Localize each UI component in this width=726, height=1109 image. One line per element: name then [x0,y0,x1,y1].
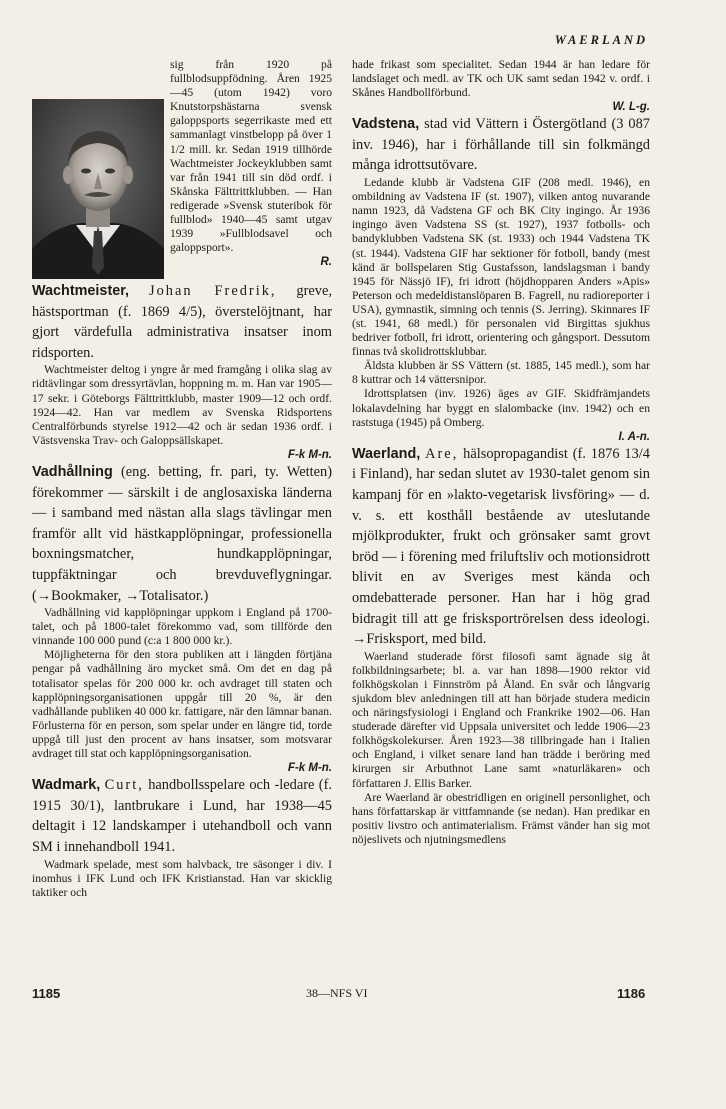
entry-lead: stad vid Vättern i Östergötland (3 087 inv. 1946), har i förhållande till sin folkmängd många idrottsutövare. [352,116,650,174]
right-column [352,58,650,847]
entry-vadstena [352,114,650,176]
entry-lead: hälsopropagandist (f. 1876 13/4 i Finland), har sedan slutet av 1930-talet genom sin kampanj för en »lakto-vegetarisk livsföring» — d. v. s. ett kosthåll bestående av uteslutande mjölkprodukter, frukt och grönsaker samt grovt bröd — i förening med friluftsliv och motionsidrott blivit en av Sveriges mest kända och omdebatterade personer. Han har i hög grad bidragit till att ge frisksportrörelsen dess ideologi. →Frisksport, med bild. [352,445,650,648]
entry-lead: greve, hästsportman (f. 1869 4/5), överstelöjtnant, har gjort värdefulla administrativa insatser inom ridsporten. [32,283,332,361]
entry-waerland [352,444,650,650]
intro-signature: R. [320,256,332,269]
entry-detail: Wadmark spelade, mest som halvback, tre säsonger i div. I inomhus i IFK Lund och IFK Kristianstad. Han var skicklig taktiker och [32,857,332,899]
wachtmeister-previous-entry-text: sig från 1920 på fullblodsuppfödning. Åren 1925 —45 (utom 1942) voro Knutstorpshästarna svensk galoppsports segerrikaste med ett sammanlagt vinstbelopp på över 1 1/2 mill. kr. Sedan 1919 tillhörde Wachtmeister Jockeyklubben samt var från 1941 till sin död ordf. i Skånska Fälttrittklubben. — Han redigerade »Svensk stuteribok för fullblod» 1940—45 samt utgav 1939 »Fullblodsavel och galoppsport». [170,58,332,255]
entry-signature: W. L-g. [612,101,650,114]
headword: Vadhållning [32,463,113,480]
portrait-image [32,99,164,279]
entry-lead: (eng. betting, fr. pari, ty. Wetten) förekommer — särskilt i de anglosaxiska länderna — i samband med nästan alla slags tävlingar men framför allt vid hästkapplöpningar, professionella boxningsmatcher, hundkapplöpningar, tuppfäktningar och brevduveflygningar. (→Bookmaker, →Totalisator.) [32,463,332,604]
right-page-number: 1186 [617,986,646,1001]
printer-signature: 38—NFS VI [306,986,368,1000]
headword: Waerland, [352,445,421,462]
entry-detail: Wachtmeister deltog i yngre år med framgång i olika slag av ridtävlingar som dressyrtävlan, hoppning m. m. Han var 1905—17 sekr. i Göteborgs Fälttrittklubb, master 1909—12 och ordf. 1924—42. Han var medlem av Svenska Ridsportens Centralförbunds styrelse 1912—42 och är sedan 1936 ordf. i Västsvenska Trav- och Galoppsällskapet. [32,363,332,447]
entry-detail: Waerland studerade först filosofi samt ägnade sig åt folkbildningsarbete; bl. a. var han 1898—1900 rektor vid folkhögskolan i Finnström på Åland. En svår och långvarig sjukdom blev anledningen till att han började studera medicin och näringsfysiologi i England och Frankrike 1902—06. Han studerade därefter vid Uppsala universitet och ledde 1906—23 folkhögskolekurser. Åren 1923—38 tillbringade han i Italien och England, i vilket senare land han trädde i beröring med kirurgen sir Arbuthnot Lane samt »naturläkaren» och författaren J. Ellis Barker. [352,649,650,790]
headword: Wadmark, [32,777,101,794]
headword: Wachtmeister, [32,283,130,299]
entry-detail: Vadhållning vid kapplöpningar uppkom i England på 1700-talet, och på 1800-talet förekommo vad, som tillförde den vinnande 100 000 pund (c:a 1 800 000 kr.). [32,606,332,648]
entry-wadmark [32,775,332,857]
entry-lead: handbollsspelare och -ledare (f. 1915 30/1), lantbrukare i Lund, har 1938—45 deltagit i 12 landskamper i utehandboll och vann SM i innehandboll 1941. [32,777,332,855]
continuation-text: hade frikast som specialitet. Sedan 1944 är han ledare för landslaget och medl. av TK och UK samt sedan 1942 v. ordf. i Skånes Handbollförbund. [352,58,650,100]
person-name: Johan Fredrik, [149,283,277,299]
entry-wachtmeister [32,281,332,363]
person-name: Curt, [104,777,144,794]
running-head: WAERLAND [554,33,648,47]
entry-detail: Are Waerland är obestridligen en originell personlighet, och hans författarskap är vittfamnande (se nedan). Han predikar en positiv livstro och antimaterialism. Främst vänder han sig mot nöjeslivets och njutningsmedlens [352,790,650,846]
left-column [32,58,332,900]
person-name: Are, [425,445,459,462]
portrait-photo [32,99,164,279]
entry-vadhallning [32,462,332,606]
headword: Vadstena, [352,116,420,133]
entry-detail: Ledande klubb är Vadstena GIF (208 medl. 1946), en ombildning av Vadstena IF (st. 1907), vilken antog nuvarande namn 1923, då Vadstena GF och BK City ingingo. År 1936 ingingo även Vadstena SS (st. 1927), 1937 fotbolls- och bandyklubben Vadstena SK (st. 1933) och 1944 Vadstena TK (st. 1944). Vadstena GIF har sektioner för fotboll, bandy (mest känd är bollspelaren Stig Gustafsson, landslagsman i bandy 1945 för Nässjö IF), fri idrott (höjdhopparen Anders »Apis» Peterson och medeldistanslöparen B. Fagrell, nu radioreporter i USA), gymnastik, simning och tennis (S. Jerring). Skinnares IF (st. 1941, 68 medl.) för personalen vid Birgittas sjukhus bedriver fotboll, fri idrott, orientering och gångsport. Dessutom finnas två skolidrottsklubbar. [352,176,650,359]
entry-signature: F-k M-n. [287,448,332,461]
entry-signature: F-k M-n. [287,762,332,775]
entry-detail: Äldsta klubben är SS Vättern (st. 1885, 145 medl.), som har 8 kuttrar och 14 vättersnipor. [352,359,650,387]
entry-signature: I. A-n. [618,430,650,443]
left-page-number: 1185 [32,986,61,1001]
entry-detail: Idrottsplatsen (inv. 1926) äges av GIF. Skidfrämjandets lokalavdelning har byggt en slalombacke (inv. 1942) och en raststuga (1945) på Omberg. [352,387,650,429]
entry-detail: Möjligheterna för den stora publiken att i längden förtjäna pengar på vadhållning äro mycket små. Om det en dag på totalisator spelas för 200 000 kr. och avdraget till staten och kapplöpningsorganisationen uppgår till 20 %, är den vadhållande publiken 40 000 kr. fattigare, när den lämnar banan. Förlusterna för en person, som spelar under en längre tid, torde uppgå till just den procent av hans insatser, som motsvarar avdraget till stat och kapplöpningsorganisation. [32,648,332,761]
